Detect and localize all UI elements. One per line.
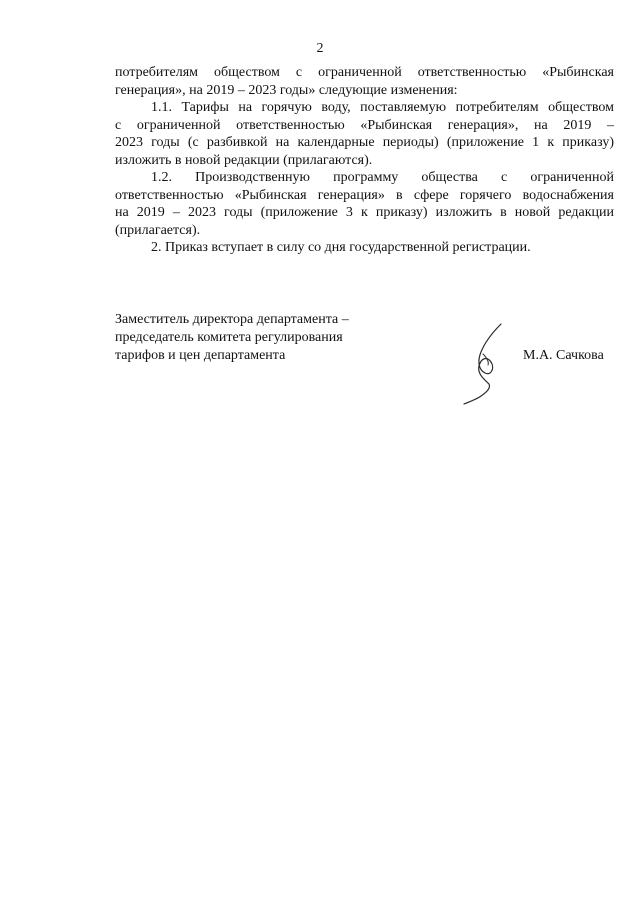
text-line: ответственностью «Рыбинская генерация» в сфере горячего водоснабжения: [115, 187, 614, 203]
text-line: изложить в новой редакции (прилагаются).: [115, 152, 373, 168]
item-1-2-paragraph: [115, 169, 614, 239]
text-line: на 2019 – 2023 годы (приложение 3 к приказу) изложить в новой редакции: [115, 205, 614, 220]
document-body: [115, 64, 614, 257]
text-line: (прилагается).: [115, 222, 201, 238]
text-line: генерация», на 2019 – 2023 годы» следующие изменения:: [115, 82, 458, 98]
intro-paragraph: [115, 64, 614, 99]
signatory-position-line: председатель комитета регулирования: [115, 330, 343, 345]
text-line: 2023 годы (с разбивкой на календарные периоды) (приложение 1 к приказу): [115, 135, 614, 150]
signatory-position: [115, 311, 395, 365]
item-1-1-paragraph: [115, 99, 614, 169]
signatory-position-line: тарифов и цен департамента: [115, 348, 286, 363]
item-2-paragraph: [115, 239, 614, 257]
text-line: потребителям обществом с ограниченной ответственностью «Рыбинская: [115, 65, 614, 80]
text-line: 1.1. Тарифы на горячую воду, поставляемую потребителям обществом: [151, 100, 614, 115]
text-line: с ограниченной ответственностью «Рыбинская генерация», на 2019 –: [115, 117, 614, 133]
text-line: 2. Приказ вступает в силу со дня государственной регистрации.: [151, 240, 531, 255]
page-number: 2: [316, 41, 324, 56]
text-line: 1.2. Производственную программу общества с ограниченной: [151, 170, 614, 185]
signer-name: М.А. Сачкова: [523, 348, 604, 363]
signatory-position-line: Заместитель директора департамента –: [115, 312, 349, 327]
handwritten-signature: [455, 318, 515, 406]
